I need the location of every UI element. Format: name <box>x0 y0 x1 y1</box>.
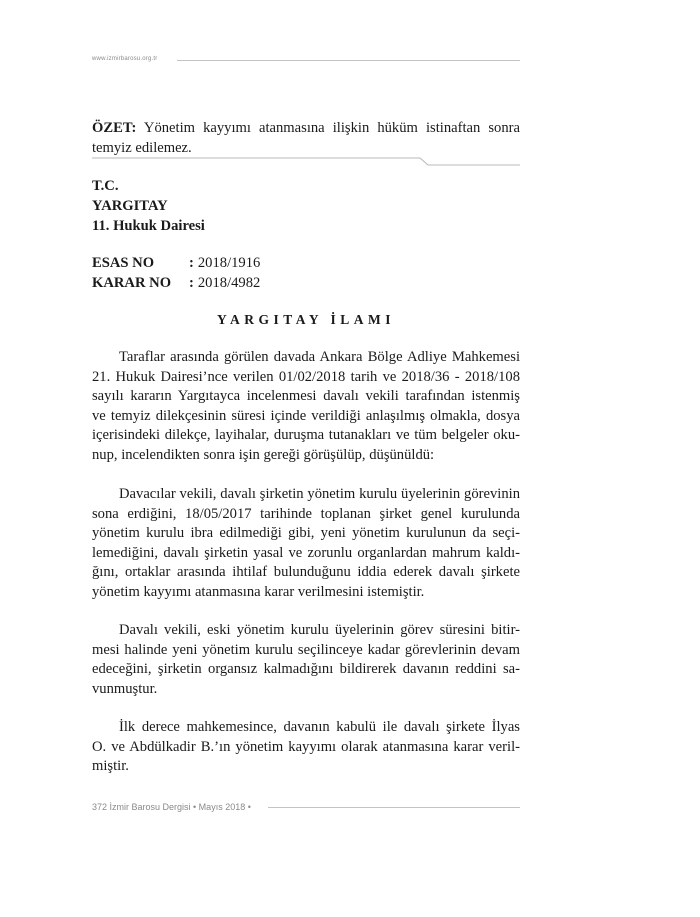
court-header <box>92 176 205 236</box>
court-chamber: 11. Hukuk Dairesi <box>92 218 205 234</box>
paragraph-line: sona erdiğini, 18/05/2017 tarihinde toplanan şirket genel kurulunda <box>92 505 520 522</box>
esas-label: ESAS NO <box>92 255 155 271</box>
court-country: T.C. <box>92 178 119 194</box>
paragraph-2 <box>92 485 520 602</box>
page-footer: 372 İzmir Barosu Dergisi • Mayıs 2018 • <box>92 802 251 812</box>
document-title: YARGITAY İLAMI <box>217 312 395 327</box>
paragraph-3 <box>92 621 520 699</box>
karar-row <box>92 273 260 293</box>
paragraph-1 <box>92 348 520 465</box>
paragraph-line: lemediğini, davalı şirketin yasal ve zorunlu organlardan mahrum kaldı- <box>92 544 520 561</box>
paragraph-line: içerisindeki dilekçe, layihalar, duruşma tutanakları ve tüm belgeler oku- <box>92 427 520 443</box>
karar-colon: : <box>189 275 194 291</box>
footer-rule <box>268 807 520 808</box>
esas-colon: : <box>189 255 194 271</box>
paragraph-line: Davalı vekili, eski yönetim kurulu üyelerinin görev süresini bitir- <box>119 622 520 638</box>
esas-row <box>92 253 260 273</box>
paragraph-line: Davacılar vekili, davalı şirketin yönetim kurulu üyelerinin görevinin <box>119 486 520 502</box>
paragraph-line: İlk derece mahkemesince, davanın kabulü ile davalı şirkete İlyas <box>119 719 520 735</box>
paragraph-line: edeceğini, şirketin organsız kalmadığını bildirerek davanın reddini sa- <box>92 661 520 677</box>
paragraph-line: nup, incelendikten sonra işin gereği görüşülüp, düşünüldü: <box>92 446 435 463</box>
paragraph-line: 21. Hukuk Dairesi’nce verilen 01/02/2018 tarih ve 2018/36 - 2018/108 <box>92 368 520 385</box>
paragraph-line: ğını, ortaklar arasında ihtilaf bulunduğunu iddia ederek davalı şirkete <box>92 564 520 580</box>
case-numbers <box>92 253 260 293</box>
header-rule <box>177 60 520 61</box>
paragraph-line: yönetim kayyımı atanmasına karar verilmesini istemiştir. <box>92 583 425 600</box>
karar-value: 2018/4982 <box>197 275 261 291</box>
site-url: www.izmirbarosu.org.tr <box>92 56 158 62</box>
paragraph-line: O. ve Abdülkadir B.’ın yönetim kayyımı olarak atanmasına karar veril- <box>92 738 520 755</box>
summary-text: Yönetim kayyımı atanmasına ilişkin hüküm istinaftan sonra temyiz edilemez. <box>92 120 520 156</box>
summary-divider <box>92 152 520 168</box>
paragraph-line: vunmuştur. <box>92 680 158 697</box>
court-name: YARGITAY <box>92 198 168 214</box>
paragraph-line: Taraflar arasında görülen davada Ankara Bölge Adliye Mahkemesi <box>119 349 520 365</box>
paragraph-4 <box>92 718 520 777</box>
esas-value: 2018/1916 <box>197 255 261 271</box>
paragraph-line: mesi halinde yeni yönetim kurulu seçilinceye kadar görevlerinin devam <box>92 641 520 658</box>
paragraph-line: yönetim kurulu ibra edilmediği gibi, yeni yönetim kurulunun da seçi- <box>92 525 520 541</box>
karar-label: KARAR NO <box>92 275 172 291</box>
paragraph-line: sayılı kararın Yargıtayca incelenmesi davalı vekili tarafından istenmiş <box>92 388 520 404</box>
paragraph-line: ve temyiz dilekçesinin süresi içinde verildiği anlaşılmış olmakla, dosya <box>92 407 520 424</box>
summary-label: ÖZET: <box>92 120 137 136</box>
paragraph-line: miştir. <box>92 758 129 774</box>
